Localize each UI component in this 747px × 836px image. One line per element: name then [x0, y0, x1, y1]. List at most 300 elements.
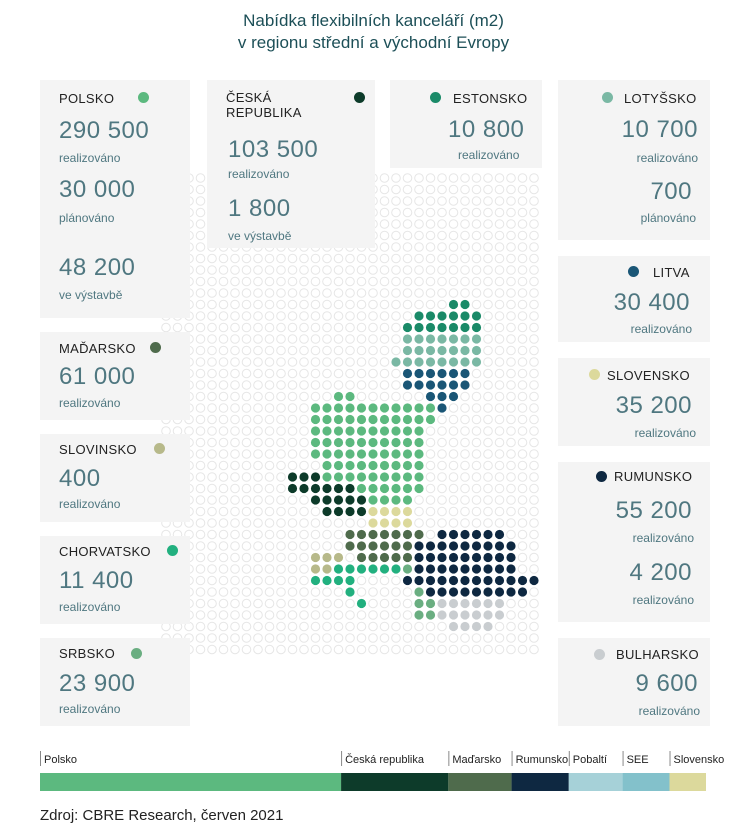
- map-dot-empty: [288, 530, 297, 539]
- map-dot-filled: [311, 553, 320, 562]
- map-dot-empty: [495, 484, 504, 493]
- map-dot-empty: [196, 588, 205, 597]
- map-dot-empty: [518, 358, 527, 367]
- map-dot-empty: [196, 484, 205, 493]
- map-dot-filled: [368, 449, 377, 458]
- map-dot-filled: [460, 311, 469, 320]
- map-dot-empty: [403, 645, 412, 654]
- map-dot-empty: [495, 277, 504, 286]
- map-dot-empty: [461, 404, 470, 413]
- map-dot-empty: [495, 323, 504, 332]
- map-dot-empty: [208, 634, 217, 643]
- map-dot-filled: [483, 587, 492, 596]
- map-dot-empty: [392, 243, 401, 252]
- map-dot-empty: [518, 243, 527, 252]
- map-dot-empty: [449, 266, 458, 275]
- map-dot-empty: [380, 289, 389, 298]
- map-dot-empty: [426, 174, 435, 183]
- map-dot-empty: [323, 519, 332, 528]
- map-dot-empty: [426, 496, 435, 505]
- map-dot-empty: [472, 208, 481, 217]
- map-dot-empty: [484, 231, 493, 240]
- map-dot-filled: [495, 564, 504, 573]
- map-dot-empty: [242, 254, 251, 263]
- map-dot-empty: [254, 576, 263, 585]
- map-dot-empty: [357, 266, 366, 275]
- map-dot-empty: [265, 427, 274, 436]
- map-dot-empty: [484, 197, 493, 206]
- map-dot-filled: [403, 484, 412, 493]
- map-dot-empty: [196, 622, 205, 631]
- map-dot-filled: [414, 530, 423, 539]
- map-dot-empty: [346, 300, 355, 309]
- map-dot-empty: [242, 599, 251, 608]
- map-dot-empty: [242, 300, 251, 309]
- map-dot-empty: [518, 450, 527, 459]
- map-dot-filled: [345, 449, 354, 458]
- map-dot-empty: [415, 231, 424, 240]
- card-madarsko: [40, 332, 190, 420]
- map-dot-filled: [460, 300, 469, 309]
- map-dot-empty: [380, 174, 389, 183]
- map-dot-filled: [449, 564, 458, 573]
- map-dot-filled: [506, 541, 515, 550]
- map-dot-empty: [265, 415, 274, 424]
- map-dot-empty: [288, 519, 297, 528]
- map-dot-empty: [403, 197, 412, 206]
- map-dot-empty: [288, 323, 297, 332]
- map-dot-filled: [472, 599, 481, 608]
- map-dot-empty: [208, 427, 217, 436]
- map-dot-filled: [357, 415, 366, 424]
- map-dot-empty: [530, 289, 539, 298]
- map-dot-filled: [368, 518, 377, 527]
- map-dot-empty: [461, 519, 470, 528]
- value-madarsko-realized: 61 000: [59, 363, 136, 390]
- map-dot-empty: [449, 438, 458, 447]
- map-dot-filled: [322, 495, 331, 504]
- map-dot-empty: [530, 392, 539, 401]
- map-dot-empty: [265, 622, 274, 631]
- map-dot-empty: [484, 277, 493, 286]
- map-dot-empty: [196, 174, 205, 183]
- map-dot-empty: [277, 565, 286, 574]
- map-dot-empty: [277, 277, 286, 286]
- map-dot-empty: [300, 507, 309, 516]
- map-dot-filled: [449, 587, 458, 596]
- map-dot-empty: [438, 634, 447, 643]
- map-dot-empty: [334, 323, 343, 332]
- map-dot-filled: [472, 346, 481, 355]
- map-dot-filled: [403, 530, 412, 539]
- map-dot-filled: [357, 426, 366, 435]
- map-dot-empty: [507, 415, 516, 424]
- map-dot-empty: [219, 519, 228, 528]
- map-dot-filled: [380, 484, 389, 493]
- map-dot-empty: [495, 174, 504, 183]
- map-dot-empty: [311, 346, 320, 355]
- map-dot-empty: [415, 208, 424, 217]
- map-dot-empty: [334, 289, 343, 298]
- map-dot-empty: [311, 312, 320, 321]
- map-dot-empty: [334, 519, 343, 528]
- map-dot-empty: [357, 611, 366, 620]
- map-dot-empty: [461, 277, 470, 286]
- map-dot-empty: [449, 220, 458, 229]
- map-dot-filled: [426, 334, 435, 343]
- map-dot-empty: [231, 381, 240, 390]
- map-dot-empty: [518, 599, 527, 608]
- map-dot-empty: [300, 254, 309, 263]
- map-dot-empty: [254, 588, 263, 597]
- value-cr-construction: 1 800: [228, 195, 291, 222]
- map-dot-empty: [162, 323, 171, 332]
- map-dot-filled: [334, 507, 343, 516]
- map-dot-empty: [300, 369, 309, 378]
- map-dot-empty: [472, 519, 481, 528]
- map-dot-empty: [323, 530, 332, 539]
- map-dot-empty: [311, 254, 320, 263]
- map-dot-empty: [265, 530, 274, 539]
- map-dot-filled: [322, 426, 331, 435]
- map-dot-empty: [518, 507, 527, 516]
- map-dot-filled: [345, 392, 354, 401]
- map-dot-empty: [507, 404, 516, 413]
- map-dot-empty: [196, 220, 205, 229]
- map-dot-empty: [323, 588, 332, 597]
- map-dot-filled: [380, 518, 389, 527]
- map-dot-filled: [472, 610, 481, 619]
- map-dot-empty: [484, 461, 493, 470]
- map-dot-empty: [219, 312, 228, 321]
- map-dot-filled: [495, 587, 504, 596]
- map-dot-empty: [254, 323, 263, 332]
- segment-label-4: Pobaltí: [572, 754, 608, 766]
- map-dot-empty: [449, 519, 458, 528]
- map-dot-empty: [530, 484, 539, 493]
- map-dot-empty: [530, 243, 539, 252]
- map-dot-filled: [414, 438, 423, 447]
- map-dot-empty: [530, 415, 539, 424]
- map-dot-empty: [185, 323, 194, 332]
- map-dot-filled: [414, 380, 423, 389]
- map-dot-empty: [265, 461, 274, 470]
- map-dot-empty: [530, 496, 539, 505]
- map-dot-filled: [345, 530, 354, 539]
- map-dot-empty: [484, 427, 493, 436]
- map-dot-empty: [254, 553, 263, 562]
- bar-segment-2: [448, 773, 511, 791]
- map-dot-filled: [449, 530, 458, 539]
- map-dot-filled: [449, 622, 458, 631]
- map-dot-empty: [277, 599, 286, 608]
- map-dot-empty: [231, 392, 240, 401]
- map-dot-empty: [507, 185, 516, 194]
- map-dot-empty: [426, 197, 435, 206]
- map-dot-empty: [231, 553, 240, 562]
- map-dot-empty: [449, 461, 458, 470]
- map-dot-empty: [369, 289, 378, 298]
- map-dot-empty: [426, 289, 435, 298]
- map-dot-empty: [518, 266, 527, 275]
- map-dot-empty: [380, 369, 389, 378]
- map-dot-empty: [449, 254, 458, 263]
- map-dot-empty: [357, 588, 366, 597]
- map-dot-empty: [196, 254, 205, 263]
- map-dot-filled: [460, 610, 469, 619]
- map-dot-filled: [483, 564, 492, 573]
- label-srbsko-realized: realizováno: [59, 702, 121, 716]
- map-dot-empty: [392, 266, 401, 275]
- map-dot-empty: [277, 300, 286, 309]
- map-dot-empty: [518, 542, 527, 551]
- map-dot-filled: [426, 380, 435, 389]
- map-dot-empty: [311, 381, 320, 390]
- map-dot-empty: [484, 312, 493, 321]
- map-dot-empty: [219, 553, 228, 562]
- legend-dot-chorvatsko: [167, 545, 178, 556]
- map-dot-empty: [334, 346, 343, 355]
- map-dot-empty: [472, 174, 481, 183]
- map-dot-empty: [208, 392, 217, 401]
- map-dot-empty: [242, 369, 251, 378]
- map-dot-empty: [380, 197, 389, 206]
- map-dot-empty: [426, 231, 435, 240]
- map-dot-empty: [449, 473, 458, 482]
- map-dot-empty: [426, 243, 435, 252]
- map-dot-empty: [323, 381, 332, 390]
- map-dot-empty: [530, 300, 539, 309]
- map-dot-empty: [208, 346, 217, 355]
- map-dot-filled: [472, 587, 481, 596]
- map-dot-empty: [415, 300, 424, 309]
- map-dot-filled: [391, 426, 400, 435]
- map-dot-empty: [357, 300, 366, 309]
- map-dot-filled: [403, 323, 412, 332]
- map-dot-empty: [311, 634, 320, 643]
- map-dot-empty: [495, 645, 504, 654]
- map-dot-empty: [380, 231, 389, 240]
- map-dot-filled: [403, 438, 412, 447]
- map-dot-empty: [530, 565, 539, 574]
- map-dot-empty: [219, 392, 228, 401]
- map-dot-empty: [472, 197, 481, 206]
- legend-dot-slovinsko: [154, 443, 165, 454]
- map-dot-empty: [208, 611, 217, 620]
- value-polsko-planned: 30 000: [59, 176, 136, 203]
- map-dot-empty: [426, 634, 435, 643]
- segment-label-3: Rumunsko: [515, 754, 569, 766]
- map-dot-empty: [346, 634, 355, 643]
- map-dot-filled: [391, 449, 400, 458]
- label-polsko-planned: plánováno: [59, 211, 115, 225]
- map-dot-empty: [415, 289, 424, 298]
- map-dot-empty: [242, 622, 251, 631]
- map-dot-empty: [300, 611, 309, 620]
- map-dot-empty: [265, 392, 274, 401]
- map-dot-filled: [449, 369, 458, 378]
- map-dot-empty: [530, 404, 539, 413]
- map-dot-empty: [380, 392, 389, 401]
- map-dot-empty: [219, 588, 228, 597]
- map-dot-filled: [506, 587, 515, 596]
- map-dot-filled: [368, 415, 377, 424]
- map-dot-filled: [472, 553, 481, 562]
- map-dot-empty: [196, 519, 205, 528]
- map-dot-filled: [449, 392, 458, 401]
- map-dot-empty: [380, 645, 389, 654]
- map-dot-filled: [322, 403, 331, 412]
- map-dot-empty: [369, 611, 378, 620]
- map-dot-empty: [311, 599, 320, 608]
- map-dot-empty: [265, 484, 274, 493]
- map-dot-empty: [461, 220, 470, 229]
- label-bulharsko-realized: realizováno: [638, 704, 700, 718]
- map-dot-empty: [242, 484, 251, 493]
- map-dot-filled: [334, 576, 343, 585]
- map-dot-empty: [277, 404, 286, 413]
- map-dot-empty: [265, 254, 274, 263]
- map-dot-empty: [208, 381, 217, 390]
- map-dot-empty: [346, 254, 355, 263]
- map-dot-empty: [196, 415, 205, 424]
- map-dot-empty: [472, 392, 481, 401]
- map-dot-empty: [346, 599, 355, 608]
- map-dot-empty: [495, 369, 504, 378]
- map-dot-empty: [323, 634, 332, 643]
- map-dot-empty: [495, 185, 504, 194]
- map-dot-filled: [449, 599, 458, 608]
- map-dot-empty: [357, 369, 366, 378]
- map-dot-empty: [484, 496, 493, 505]
- map-dot-empty: [472, 415, 481, 424]
- country-name-slovinsko: SLOVINSKO: [59, 442, 137, 457]
- map-dot-empty: [311, 289, 320, 298]
- map-dot-empty: [530, 220, 539, 229]
- map-dot-filled: [322, 449, 331, 458]
- map-dot-empty: [196, 507, 205, 516]
- map-dot-empty: [288, 565, 297, 574]
- map-dot-empty: [495, 507, 504, 516]
- map-dot-empty: [334, 611, 343, 620]
- value-bulharsko-realized: 9 600: [635, 670, 698, 697]
- map-dot-filled: [403, 541, 412, 550]
- value-estonsko-realized: 10 800: [448, 116, 525, 143]
- map-dot-empty: [288, 634, 297, 643]
- map-dot-empty: [392, 231, 401, 240]
- map-dot-empty: [507, 254, 516, 263]
- map-dot-empty: [518, 415, 527, 424]
- map-dot-filled: [460, 334, 469, 343]
- map-dot-empty: [288, 277, 297, 286]
- map-dot-empty: [449, 645, 458, 654]
- card-ceska-republika: [207, 80, 375, 248]
- value-polsko-realized: 290 500: [59, 117, 150, 144]
- map-dot-empty: [277, 530, 286, 539]
- map-dot-empty: [277, 611, 286, 620]
- map-dot-empty: [518, 392, 527, 401]
- map-dot-filled: [311, 472, 320, 481]
- map-dot-empty: [449, 496, 458, 505]
- map-dot-empty: [507, 323, 516, 332]
- map-dot-filled: [334, 403, 343, 412]
- map-dot-empty: [495, 312, 504, 321]
- map-dot-empty: [392, 369, 401, 378]
- map-dot-empty: [346, 358, 355, 367]
- map-dot-filled: [403, 415, 412, 424]
- map-dot-filled: [380, 495, 389, 504]
- map-dot-empty: [242, 312, 251, 321]
- map-dot-filled: [495, 576, 504, 585]
- map-dot-empty: [449, 197, 458, 206]
- map-dot-empty: [219, 277, 228, 286]
- map-dot-filled: [391, 438, 400, 447]
- map-dot-empty: [288, 254, 297, 263]
- map-dot-filled: [299, 484, 308, 493]
- map-dot-empty: [357, 346, 366, 355]
- map-dot-empty: [426, 438, 435, 447]
- map-dot-empty: [495, 634, 504, 643]
- map-dot-empty: [449, 231, 458, 240]
- map-dot-empty: [403, 622, 412, 631]
- map-dot-empty: [254, 438, 263, 447]
- map-dot-filled: [426, 346, 435, 355]
- map-dot-empty: [196, 404, 205, 413]
- value-cr-realized: 103 500: [228, 136, 319, 163]
- map-dot-empty: [472, 254, 481, 263]
- map-dot-empty: [196, 634, 205, 643]
- map-dot-empty: [449, 450, 458, 459]
- map-dot-empty: [265, 277, 274, 286]
- map-dot-empty: [461, 415, 470, 424]
- label-rumunsko-realized: realizováno: [632, 531, 694, 545]
- card-bulharsko: [558, 638, 710, 726]
- map-dot-empty: [231, 599, 240, 608]
- map-dot-filled: [518, 576, 527, 585]
- map-dot-filled: [368, 403, 377, 412]
- map-dot-empty: [357, 392, 366, 401]
- map-dot-empty: [265, 450, 274, 459]
- label-slovensko-realized: realizováno: [634, 426, 696, 440]
- map-dot-empty: [530, 358, 539, 367]
- map-dot-empty: [254, 346, 263, 355]
- map-dot-empty: [277, 484, 286, 493]
- map-dot-empty: [242, 496, 251, 505]
- legend-dot-polsko: [138, 92, 149, 103]
- map-dot-empty: [461, 208, 470, 217]
- map-dot-empty: [357, 289, 366, 298]
- map-dot-empty: [196, 231, 205, 240]
- map-dot-empty: [472, 645, 481, 654]
- map-dot-empty: [334, 588, 343, 597]
- map-dot-empty: [369, 277, 378, 286]
- map-dot-filled: [426, 576, 435, 585]
- map-dot-empty: [392, 289, 401, 298]
- map-dot-empty: [254, 277, 263, 286]
- map-dot-filled: [414, 599, 423, 608]
- map-dot-filled: [414, 334, 423, 343]
- map-dot-empty: [334, 634, 343, 643]
- map-dot-filled: [495, 553, 504, 562]
- map-dot-empty: [392, 335, 401, 344]
- map-dot-empty: [392, 300, 401, 309]
- map-dot-filled: [426, 541, 435, 550]
- map-dot-empty: [403, 634, 412, 643]
- map-dot-empty: [288, 507, 297, 516]
- map-dot-filled: [414, 426, 423, 435]
- map-dot-empty: [426, 507, 435, 516]
- map-dot-empty: [208, 599, 217, 608]
